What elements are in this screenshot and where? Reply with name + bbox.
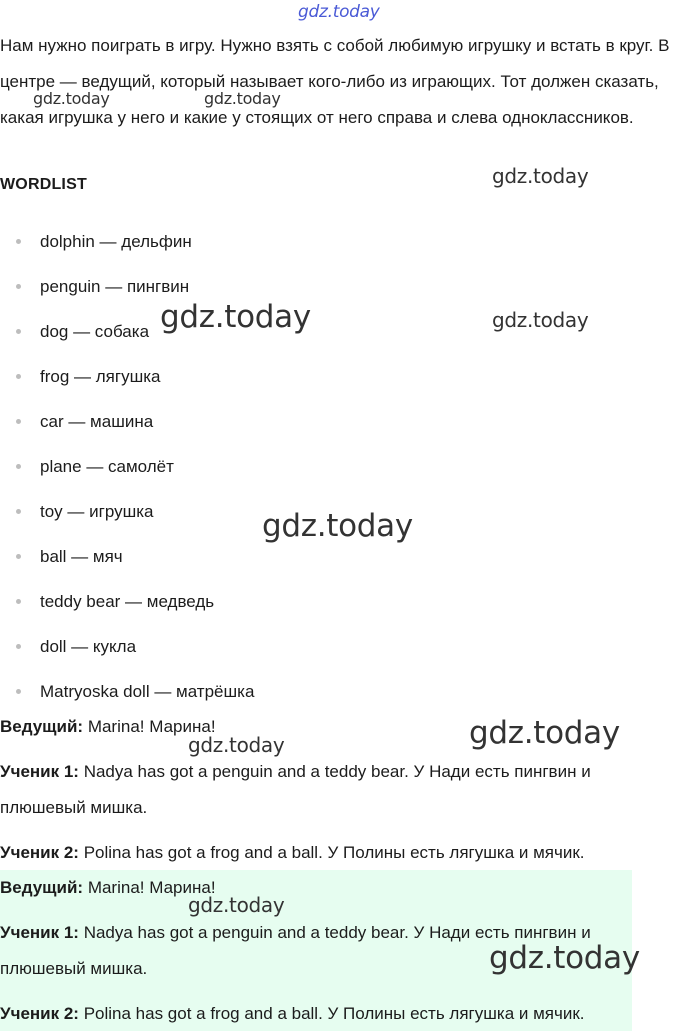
dialogue-line xyxy=(0,835,672,871)
word-entry: frog — лягушка xyxy=(40,367,161,386)
line-text: Nadya has got a penguin and a teddy bear. У Нади есть пингвин и плюшевый мишка. xyxy=(0,923,591,978)
dialogue-line xyxy=(0,754,672,826)
word-entry: Matryoska doll — матрёшка xyxy=(40,682,255,701)
word-entry: plane — самолёт xyxy=(40,457,174,476)
speaker: Ведущий: xyxy=(0,878,84,897)
watermark: gdz.today xyxy=(298,2,380,22)
line-text: Polina has got a frog and a ball. У Полины есть лягушка и мячик. xyxy=(78,1004,585,1023)
word-entry: teddy bear — медведь xyxy=(40,592,215,611)
bullet-icon xyxy=(16,644,21,649)
wordlist-heading: WORDLIST xyxy=(0,176,87,193)
dialogue-line xyxy=(0,996,672,1032)
list-item xyxy=(0,219,254,264)
list-item xyxy=(0,399,254,444)
word-entry: toy — игрушка xyxy=(40,502,154,521)
watermark: gdz.today xyxy=(188,893,285,917)
bullet-icon xyxy=(16,554,21,559)
word-entry: ball — мяч xyxy=(40,547,123,566)
word-entry: dog — собака xyxy=(40,322,150,341)
watermark: gdz.today xyxy=(492,308,589,332)
watermark: gdz.today xyxy=(492,164,589,188)
watermark: gdz.today xyxy=(188,733,285,757)
word-entry: car — машина xyxy=(40,412,154,431)
watermark: gdz.today xyxy=(160,299,311,335)
watermark: gdz.today xyxy=(33,89,110,108)
bullet-icon xyxy=(16,374,21,379)
list-item xyxy=(0,579,254,624)
list-item xyxy=(0,534,254,579)
speaker: Ученик 2: xyxy=(0,1004,79,1023)
bullet-icon xyxy=(16,464,21,469)
bullet-icon xyxy=(16,689,21,694)
word-entry: penguin — пингвин xyxy=(40,277,190,296)
bullet-icon xyxy=(16,599,21,604)
bullet-icon xyxy=(16,509,21,514)
watermark: gdz.today xyxy=(262,508,413,544)
list-item xyxy=(0,489,254,534)
speaker: Ученик 2: xyxy=(0,843,79,862)
wordlist xyxy=(0,219,254,714)
intro-paragraph: Нам нужно поиграть в игру. Нужно взять с собой любимую игрушку и встать в круг. В центре — ведущий, который называет кого-либо из играющих. Тот должен сказать, какая игрушка у него и какие у стоящих от него справа и слева одноклассников. xyxy=(0,36,670,127)
list-item xyxy=(0,669,254,714)
speaker: Ученик 1: xyxy=(0,762,79,781)
line-text: Marina! Марина! xyxy=(83,878,216,897)
watermark: gdz.today xyxy=(489,940,640,976)
list-item xyxy=(0,444,254,489)
bullet-icon xyxy=(16,284,21,289)
line-text: Polina has got a frog and a ball. У Полины есть лягушка и мячик. xyxy=(78,843,585,862)
word-entry: doll — кукла xyxy=(40,637,137,656)
list-item xyxy=(0,624,254,669)
bullet-icon xyxy=(16,419,21,424)
dialogue-line xyxy=(0,870,672,906)
bullet-icon xyxy=(16,239,21,244)
speaker: Ученик 1: xyxy=(0,923,79,942)
word-entry: dolphin — дельфин xyxy=(40,232,192,251)
bullet-icon xyxy=(16,329,21,334)
line-text: Marina! Марина! xyxy=(83,717,216,736)
list-item xyxy=(0,354,254,399)
line-text: Nadya has got a penguin and a teddy bear. У Нади есть пингвин и плюшевый мишка. xyxy=(0,762,591,817)
watermark: gdz.today xyxy=(469,715,620,751)
speaker: Ведущий: xyxy=(0,717,84,736)
watermark: gdz.today xyxy=(204,89,281,108)
